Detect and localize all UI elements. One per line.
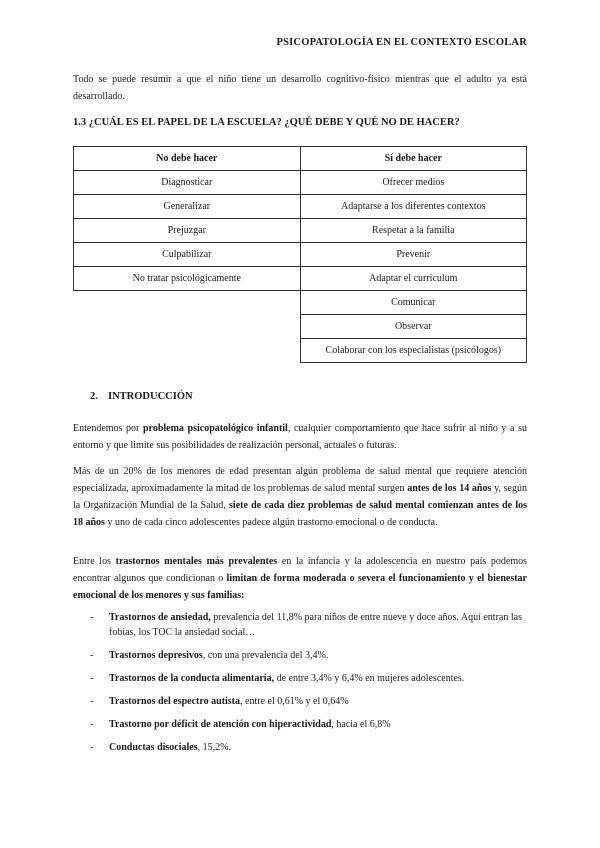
bold-run: trastornos mentales más prevalentes [115,556,278,567]
section-title: INTRODUCCIÓN [108,391,193,402]
table-row [74,291,527,315]
list-item [90,610,527,640]
no-debe-cell: Culpabilizar [74,243,301,267]
do-dont-table [73,146,527,363]
bold-run: limitan de forma moderada o severa el funcionamiento y el bienestar emocional de los menores y sus familias: [73,573,528,601]
text-run: y, según la Organización Mundial de la Salud, [73,483,527,511]
header-no-debe: No debe hacer [74,147,301,171]
text-run: , entre el 0,61% y el 0,64% [240,696,349,707]
empty-cell [74,315,301,339]
section-1-3-heading: 1.3 ¿CUÁL ES EL PAPEL DE LA ESCUELA? ¿QUÉ DEBE Y QUÉ NO DE HACER? [73,117,460,128]
list-item [90,717,527,732]
text-run: , cualquier comportamiento que hace sufrir al niño y a su entorno y que limite sus posibilidades de realización personal, actuales o futuras. [73,423,527,451]
text-run: , con una prevalencia del 3,4%. [202,650,329,661]
text-run: , 15,2%. [197,742,231,753]
bold-run: Trastornos de la conducta alimentaria, [109,673,275,684]
text-run: Más de un 20% de los menores de edad presentan algún problema de salud mental que requiere atención especializada, aproximadamente la mitad de los problemas de salud mental surgen [73,466,527,494]
list-item [90,671,527,686]
table-row [74,195,527,219]
bold-run: Trastornos depresivos [109,650,203,661]
disorders-list [90,610,527,763]
si-debe-cell: Colaborar con los especialistas (psicólogos) [300,339,526,363]
table-row [74,267,527,291]
si-debe-cell: Prevenir [300,243,526,267]
bold-run: Trastornos del espectro autista [109,696,241,707]
text-run: Entre los [73,556,116,567]
no-debe-cell: Generalizar [74,195,301,219]
list-item [90,694,527,709]
paragraph-prevalent [73,553,527,604]
paragraph-statistics [73,463,527,531]
bold-run: siete de cada diez problemas de salud mental comienzan antes de los 18 años [73,500,528,528]
table-header-row [74,147,527,171]
bullet-marker: - [90,742,94,753]
bold-run: Conductas disociales [109,742,198,753]
si-debe-cell: Comunicar [300,291,526,315]
text-run: de entre 3,4% y 6,4% en mujeres adolescentes. [274,673,465,684]
page-header: PSICOPATOLOGÍA EN EL CONTEXTO ESCOLAR [276,37,527,48]
table-row [74,339,527,363]
si-debe-cell: Ofrecer medios [300,171,526,195]
text-run: y uno de cada cinco adolescentes padece algún trastorno emocional o de conducta. [104,517,438,528]
list-item [90,648,527,663]
header-si-debe: Sí debe hacer [300,147,526,171]
text-run: Entendemos por [73,423,143,434]
bullet-marker: - [90,612,94,623]
si-debe-cell: Adaptarse a los diferentes contextos [300,195,526,219]
si-debe-cell: Observar [300,315,526,339]
bullet-marker: - [90,696,94,707]
intro-paragraph: Todo se puede resumir a que el niño tiene un desarrollo cognitivo-físico mientras que el adulto ya está desarrollado. [73,74,527,102]
text-run: en la infancia y la adolescencia en nuestro país podemos encontrar algunos que condicionan o [73,556,527,584]
empty-cell [74,291,301,315]
paragraph-definition [73,420,527,454]
section-2-heading [90,391,193,402]
no-debe-cell: Prejuzgar [74,219,301,243]
table-row [74,219,527,243]
table-row [74,315,527,339]
table-row [74,243,527,267]
no-debe-cell: No tratar psicológicamente [74,267,301,291]
bold-run: Trastornos de ansiedad, [109,612,211,623]
no-debe-cell: Diagnosticar [74,171,301,195]
si-debe-cell: Respetar a la familia [300,219,526,243]
table-row [74,171,527,195]
text-run: prevalencia del 11,8% para niños de entre nueve y doce años. Aquí entran las fobias, los TOC la ansiedad social… [109,612,522,638]
bullet-marker: - [90,650,94,661]
text-run: , hacia el 6,8% [331,719,391,730]
section-number: 2. [90,391,98,402]
bullet-marker: - [90,719,94,730]
bold-run: problema psicopatológico infantil [143,423,288,434]
bold-run: antes de los 14 años [407,483,492,494]
si-debe-cell: Adaptar el curriculum [300,267,526,291]
bold-run: Trastorno por déficit de atención con hiperactividad [109,719,332,730]
empty-cell [74,339,301,363]
list-item [90,740,527,755]
bullet-marker: - [90,673,94,684]
